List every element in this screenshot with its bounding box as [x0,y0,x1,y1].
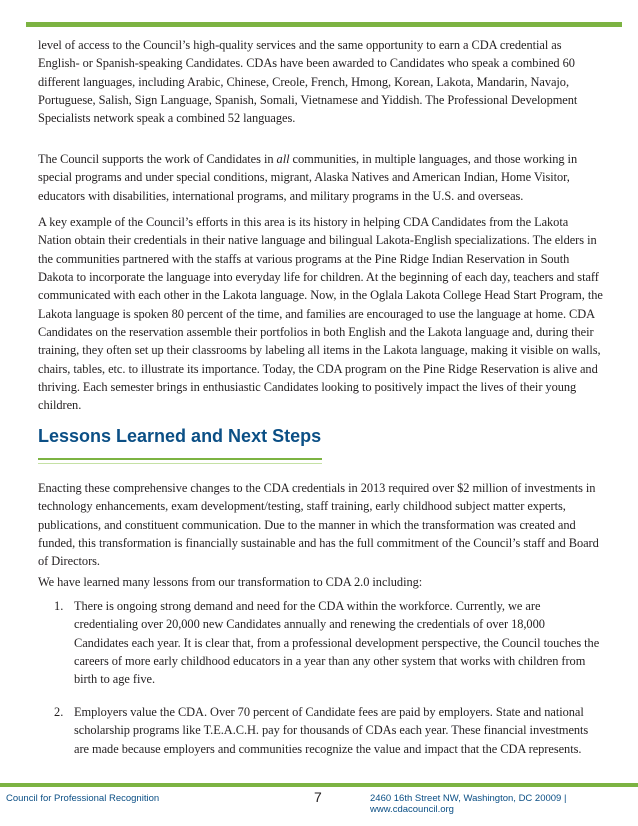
list-item-text: Employers value the CDA. Over 70 percent of Candidate fees are paid by employers. State and national scholarship programs like T.E.A.C.H. pay for thousands of CDAs each year. These financial investments are made because employers and communities recognize the value and impact that the CDA represents. [74,705,589,756]
section-heading: Lessons Learned and Next Steps [38,426,322,446]
paragraph-lessons-intro: We have learned many lessons from our transformation to CDA 2.0 including: [38,575,423,589]
page-number: 7 [314,789,322,805]
paragraph-languages: level of access to the Council’s high-quality services and the same opportunity to earn a CDA credential as English- or Spanish-speaking Candidates. CDAs have been awarded to Candidates who speak a combined 60 different languages, including Arabic, Chinese, Creole, French, Hmong, Korean, Lakota, Mandarin, Navajo, Portuguese, Salish, Sign Language, Spanish, Somali, Vietnamese and Yiddish. The Professional Development Specialists network speak a combined 52 languages. [38,38,578,126]
footer-rule [0,783,638,787]
list-item-number: 2. [54,705,64,719]
paragraph-investments: Enacting these comprehensive changes to the CDA credentials in 2013 required over $2 million of investments in technology enhancements, exam development/testing, staff training, early childhood subject matter experts, publications, and constituent communication. Due to the manner in which the transformation was created and funded, this transformation is financially sustainable and has the full commitment of the Council’s staff and Board of Directors. [38,481,599,569]
list-item-text: There is ongoing strong demand and need for the CDA within the workforce. Currently, we are credentialing over 20,000 new Candidates annually and renewing the credentials of over 18,000 Candidates each year. It is clear that, from a professional development perspective, the Council touches the careers of more early childhood educators in a year than any other system that works with children from birth to age five. [74,599,600,687]
footer-organization: Council for Professional Recognition [6,793,160,804]
list-item-number: 1. [54,599,64,613]
footer-address: 2460 16th Street NW, Washington, DC 20009 | www.cdacouncil.org [370,793,567,815]
paragraph-lakota: A key example of the Council’s efforts in this area is its history in helping CDA Candidates from the Lakota Nation obtain their credentials in their native language and bilingual Lakota-English specializations. The elders in the communities partnered with the staffs at various programs at the Pine Ridge Indian Reservation in South Dakota to incorporate the language into everyday life for children. At the beginning of each day, teachers and staff communicated with each other in the Lakota language. Now, in the Oglala Lakota College Head Start Program, the Lakota language is spoken 80 percent of the time, and families are encouraged to use the language at home. CDA Candidates on the reservation assemble their portfolios in both English and the Lakota language and, during their training, they often set up their classrooms by labeling all items in the Lakota language, making it visible on walls, chairs, tables, etc. to illustrate its importance. Today, the CDA program on the Pine Ridge Reservation is alive and thriving. Each semester brings in enthusiastic Candidates looking to positively impact the lives of their young children. [38,215,603,413]
emphasis-all: all [276,152,290,166]
heading-underline [38,458,322,460]
heading-underline-secondary [38,463,322,464]
paragraph-communities-start: The Council supports the work of Candidates in [38,152,277,166]
top-accent-rule [26,22,622,27]
paragraph-communities-end: communities, in multiple languages, and those working in special programs and under special conditions, migrant, Alaska Natives and American Indian, Home Visitor, educators with disabilities, international programs, and military programs in the U.S. and overseas. [38,152,578,203]
paragraph-communities [38,150,604,205]
